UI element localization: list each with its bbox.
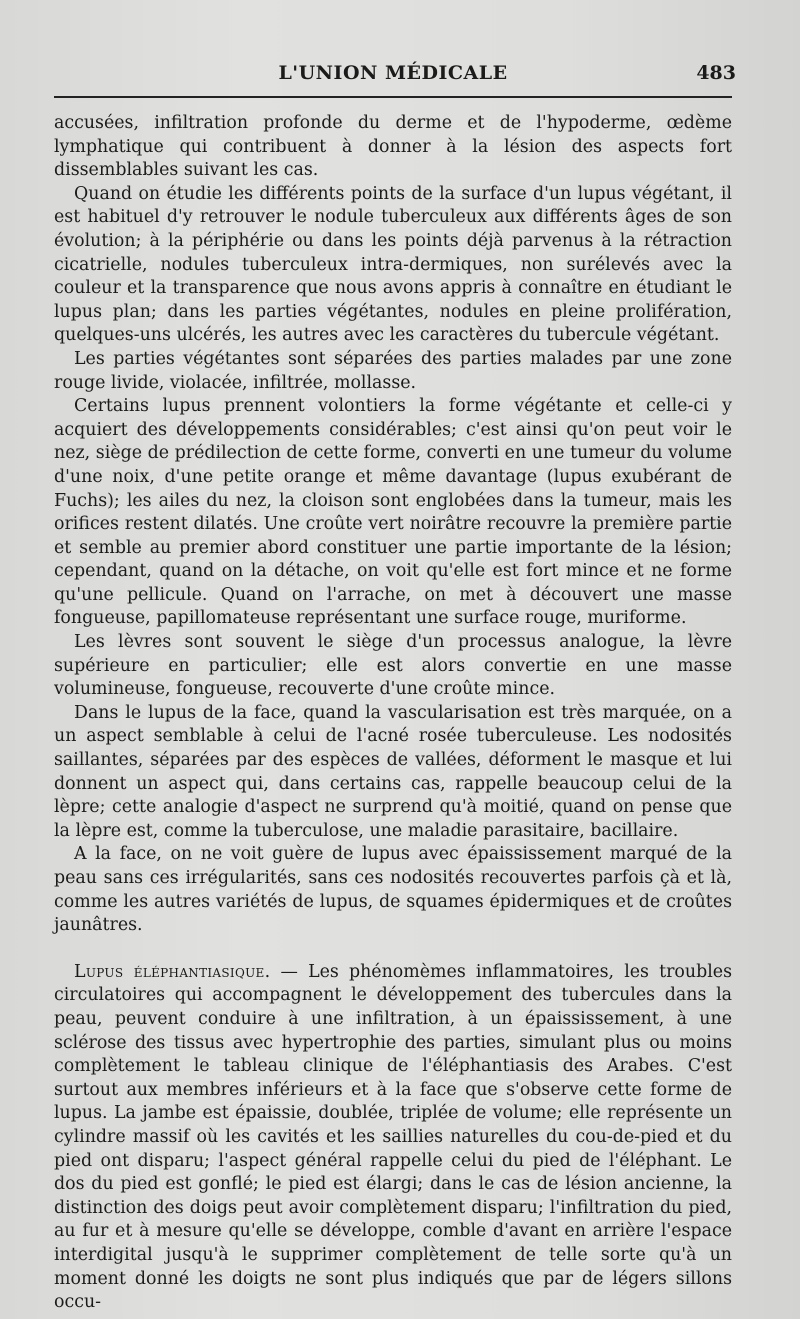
paragraph: Certains lupus prennent volontiers la forme végétante et celle-ci y acquiert des développements considérables; c'est ainsi qu'on peut voir le nez, siège de prédilection de cette forme, converti en une tumeur du volume d'une noix, d'une petite orange et même davantage (lupus exubérant de Fuchs); les ailes du nez, la cloison sont englobées dans la tumeur, mais les orifices restent dilatés. Une croûte vert noirâtre recouvre la première partie et semble au premier abord constituer une partie importante de la lésion; cependant, quand on la détache, on voit qu'elle est fort mince et ne forme qu'une pellicule. Quand on l'arrache, on met à découvert une masse fongueuse, papillomateuse représentant une surface rouge, muriforme. bbox=[54, 396, 732, 629]
paragraph: Quand on étudie les différents points de la surface d'un lupus végétant, il est habituel d'y retrouver le nodule tuberculeux aux différents âges de son évolution; à la périphérie ou dans les points déjà parvenus à la rétraction cicatrielle, nodules tuberculeux intra-dermiques, non surélevés avec la couleur et la transparence que nous avons appris à connaître en étudiant le lupus plan; dans les parties végétantes, nodules en pleine prolifération, quelques-uns ulcérés, les autres avec les caractères du tubercule végétant. bbox=[54, 183, 732, 346]
section-paragraph bbox=[54, 961, 732, 1315]
paragraph: Les lèvres sont souvent le siège d'un processus analogue, la lèvre supérieure en particulier; elle est alors convertie en une masse volumineuse, fongueuse, recouverte d'une croûte mince. bbox=[54, 632, 732, 700]
journal-title: L'UNION MÉDICALE bbox=[278, 62, 508, 84]
paragraph: Les parties végétantes sont séparées des parties malades par une zone rouge livide, violacée, infiltrée, mollasse. bbox=[54, 348, 732, 393]
header-rule bbox=[54, 96, 732, 98]
section-text: — Les phénomèmes inflammatoires, les troubles circulatoires qui accompagnent le développement des tubercules dans la peau, peuvent conduire à une infiltration, à un épaississement, à une sclérose des tissus avec hypertrophie des parties, simulant plus ou moins complètement le tableau clinique de l'éléphantiasis des Arabes. C'est surtout aux membres inférieurs et à la face que s'observe cette forme de lupus. La jambe est épaissie, doublée, triplée de volume; elle représente un cylindre massif où les cavités et les saillies naturelles du cou-de-pied et du pied ont disparu; l'aspect général rappelle celui du pied de l'éléphant. Le dos du pied est gonflé; le pied est élargi; dans le cas de lésion ancienne, la distinction des doigs peut avoir complètement disparu; l'infiltration du pied, au fur et à mesure qu'elle se développe, comble d'avant en arrière l'espace interdigital jusqu'à le supprimer complètement de telle sorte qu'à un moment donné les doigts ne sont plus indiqués que par de légers sillons occu- bbox=[54, 961, 732, 1313]
section-heading: Lupus éléphantiasique. bbox=[74, 961, 271, 982]
page-number: 483 bbox=[696, 62, 736, 84]
paragraph: A la face, on ne voit guère de lupus avec épaississement marqué de la peau sans ces irrégularités, sans ces nodosités recouvertes parfois çà et là, comme les autres variétés de lupus, de squames épidermiques et de croûtes jaunâtres. bbox=[54, 844, 732, 936]
paragraph-continuation: accusées, infiltration profonde du derme et de l'hypoderme, œdème lymphatique qui contribuent à donner à la lésion des aspects fort dissemblables suivant les cas. bbox=[54, 113, 732, 181]
paragraph: Dans le lupus de la face, quand la vascularisation est très marquée, on a un aspect semblable à celui de l'acné rosée tuberculeuse. Les nodosités saillantes, séparées par des espèces de vallées, déforment le masque et lui donnent un aspect qui, dans certains cas, rappelle beaucoup celui de la lèpre; cette analogie d'aspect ne surprend qu'à moitié, quand on pense que la lèpre est, comme la tuberculose, une maladie parasitaire, bacillaire. bbox=[54, 702, 732, 841]
running-header bbox=[54, 62, 736, 94]
body-text bbox=[54, 112, 732, 1315]
